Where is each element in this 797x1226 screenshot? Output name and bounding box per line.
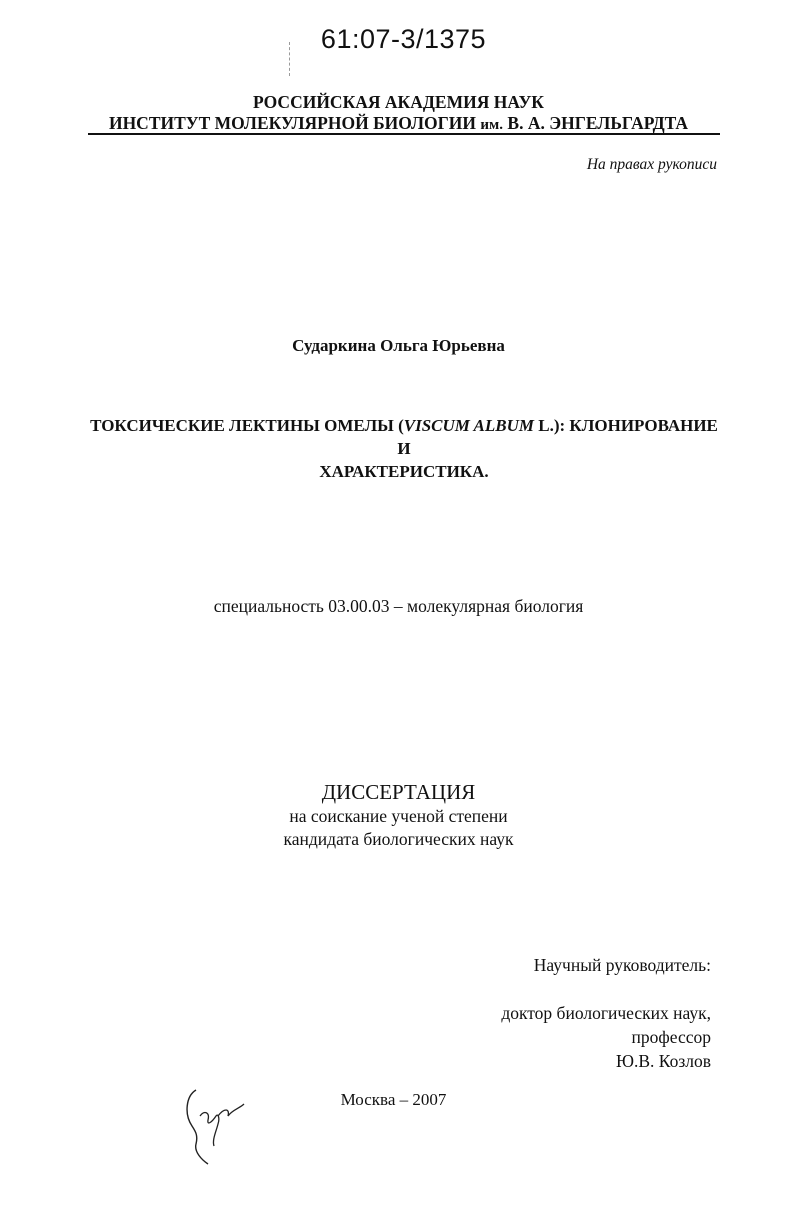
supervisor-degree: доктор биологических наук, bbox=[501, 1003, 711, 1023]
manuscript-rights-note: На правах рукописи bbox=[586, 156, 717, 173]
author-name: Сударкина Ольга Юрьевна bbox=[292, 336, 505, 355]
supervisor-position: профессор bbox=[631, 1027, 711, 1047]
dissertation-title bbox=[88, 414, 720, 483]
dissertation-heading: ДИССЕРТАЦИЯ bbox=[321, 780, 476, 804]
title-line-2: ХАРАКТЕРИСТИКА. bbox=[319, 462, 489, 481]
academy-name: РОССИЙСКАЯ АКАДЕМИЯ НАУК bbox=[253, 92, 544, 112]
institute-name-part1: ИНСТИТУТ МОЛЕКУЛЯРНОЙ БИОЛОГИИ bbox=[108, 113, 481, 133]
specialty-line: специальность 03.00.03 – молекулярная биология bbox=[213, 596, 584, 616]
title-part2: L.): КЛОНИРОВАНИЕ И bbox=[397, 416, 718, 458]
title-line-1 bbox=[88, 414, 720, 460]
title-part1: ТОКСИЧЕСКИЕ ЛЕКТИНЫ ОМЕЛЫ ( bbox=[90, 416, 404, 435]
supervisor-details bbox=[501, 1001, 711, 1073]
supervisor-label: Научный руководитель: bbox=[533, 955, 711, 975]
degree-line-2: кандидата биологических наук bbox=[283, 829, 514, 849]
degree-line-1: на соискание ученой степени bbox=[289, 806, 508, 826]
organization-header bbox=[0, 92, 797, 136]
institute-name-part3: В. А. ЭНГЕЛЬГАРДТА bbox=[503, 113, 689, 133]
catalog-number: 61:07-3/1375 bbox=[320, 24, 487, 54]
header-divider bbox=[88, 133, 720, 135]
supervisor-name: Ю.В. Козлов bbox=[616, 1051, 711, 1071]
title-latin-name: VISCUM ALBUM bbox=[403, 416, 534, 435]
dissertation-block bbox=[0, 779, 797, 851]
city-and-year: Москва – 2007 bbox=[340, 1090, 447, 1109]
institute-name-part2: им. bbox=[480, 117, 504, 133]
